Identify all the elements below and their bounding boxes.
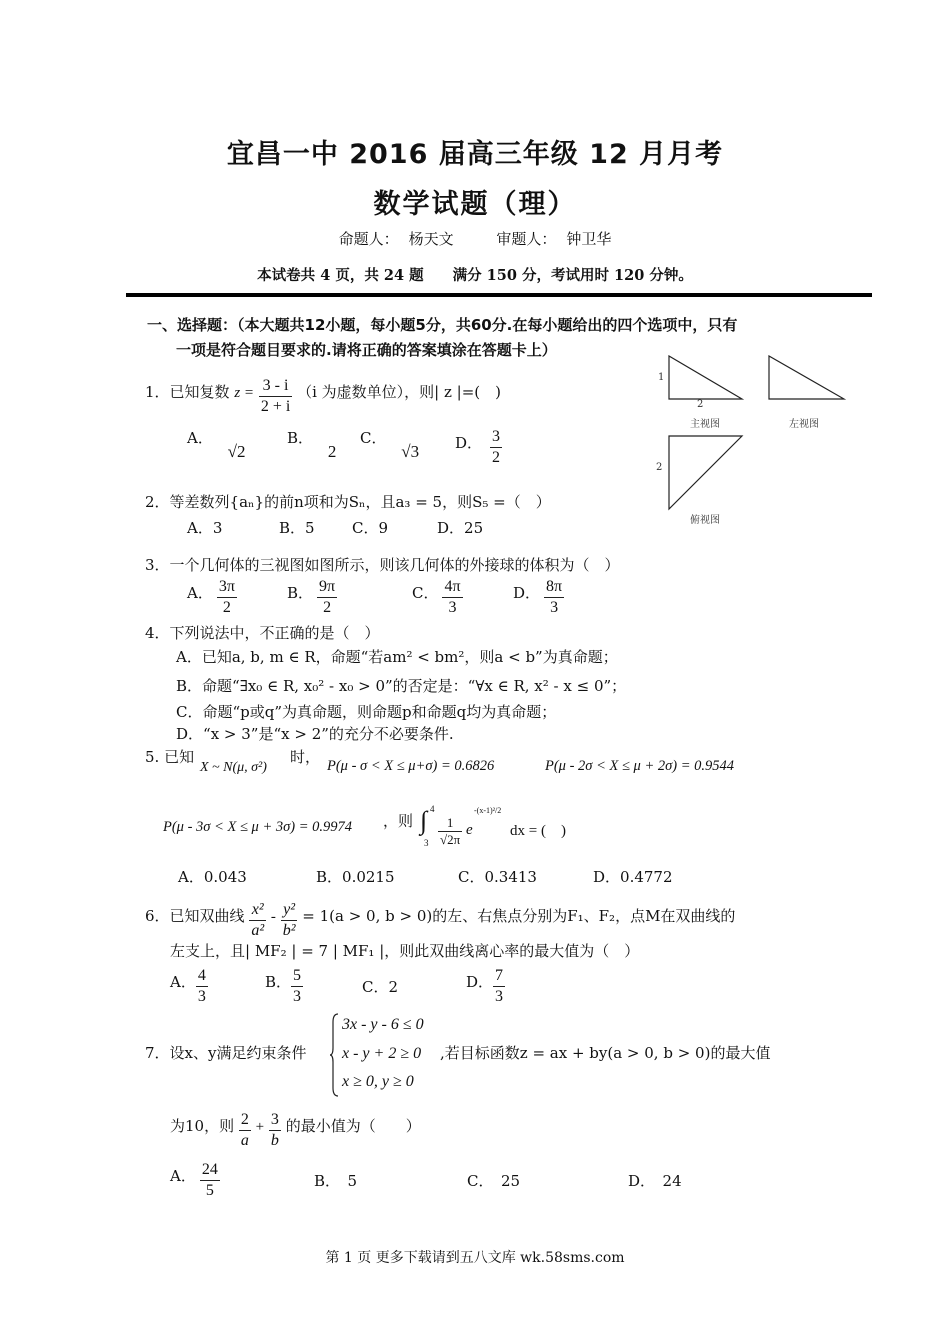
- left-view-triangle: [768, 355, 846, 401]
- q3-option-d-label: D．: [513, 584, 541, 602]
- q6-option-c: C．2: [362, 978, 399, 996]
- q3-option-b-label: B．: [287, 584, 314, 602]
- q3-option-d-fraction: [544, 577, 564, 618]
- author-name: 杨天文: [408, 230, 454, 248]
- q7-option-a-den: 5: [205, 1182, 214, 1199]
- q1-option-b-label: B．: [287, 429, 314, 447]
- q3-option-c-label: C．: [412, 584, 439, 602]
- q6-option-d-fraction: [493, 966, 505, 1007]
- question-3: 3．一个几何体的三视图如图所示，则该几何体的外接球的体积为（ ）: [145, 556, 620, 574]
- q1-den: 2 + i: [260, 398, 291, 415]
- q3-option-c: [412, 577, 463, 618]
- q1-z: z =: [234, 385, 255, 401]
- q5-distribution: X ~ N(μ, σ²): [200, 760, 267, 775]
- q6-frac-y: [281, 900, 298, 941]
- q6-option-a-num: 4: [196, 966, 208, 987]
- authors-line: [0, 228, 950, 249]
- q5-lower-limit: 3: [424, 838, 429, 848]
- q5-prefix: 5. 已知: [145, 748, 195, 766]
- q3-option-b-den: 2: [323, 599, 332, 616]
- question-1: [145, 376, 501, 417]
- q3-option-b: [287, 577, 337, 618]
- top-view-triangle: [668, 435, 744, 511]
- question-6: 6．已知双曲线 $\frac{\text{x²}}{\text{a²}}$ - $\frac{\text{y²}}{\text{b²}}$ = 1(a > 0, b > 0)的左、右焦点分别为F₁、F₂，点M在双曲线的: [145, 901, 736, 939]
- q3-option-d-num: 8π: [544, 577, 564, 598]
- q6-prefix: 6．已知双曲线: [145, 907, 245, 925]
- q7-option-a: [170, 1160, 220, 1201]
- exam-title: 宜昌一中 2016 届高三年级 12 月月考: [226, 139, 724, 170]
- q5-tail: dx = ( ): [510, 823, 566, 839]
- q1-option-d-den: 2: [492, 449, 501, 466]
- q7-frac-b-den: b: [270, 1132, 279, 1149]
- q1-option-c-value: √3: [401, 442, 420, 461]
- integral-sign: ∫: [420, 806, 428, 835]
- q7-constraint-1: 3x - y - 6 ≤ 0: [342, 1016, 424, 1033]
- author-label: 命题人：: [338, 230, 399, 248]
- q3-option-a-den: 2: [222, 599, 231, 616]
- q6-frac-x: [249, 900, 266, 941]
- q6-option-b-fraction: [291, 966, 303, 1007]
- q3-option-c-num: 4π: [442, 577, 462, 598]
- q5-option-b: B．0.0215: [316, 868, 395, 886]
- reviewer-label: 审题人：: [496, 230, 557, 248]
- q7-frac-a: [239, 1110, 251, 1151]
- q7-prefix: 7．设x、y满足约束条件: [145, 1044, 307, 1062]
- q6-frac-x-den: a²: [251, 922, 265, 939]
- q1-option-c: [360, 427, 420, 461]
- q1-option-d: [455, 427, 502, 468]
- q6-option-a: [170, 966, 208, 1007]
- q1-option-d-label: D．: [455, 434, 483, 452]
- exam-info: 本试卷共 4 页，共 24 题 满分 150 分，考试用时 120 分钟。: [257, 267, 693, 284]
- q5-p2: P(μ - 2σ < X ≤ μ + 2σ) = 0.9544: [545, 758, 734, 774]
- q6-option-d-den: 3: [495, 988, 504, 1005]
- q1-middle: （i 为虚数单位），则| z |=( ): [297, 383, 501, 401]
- q1-option-a-value: √2: [227, 442, 246, 461]
- q3-option-b-fraction: [317, 577, 337, 618]
- left-view-label: 左视图: [789, 419, 819, 430]
- q1-option-b: [287, 427, 337, 461]
- q1-option-d-fraction: [490, 427, 502, 468]
- q2-option-c: C．9: [352, 519, 389, 537]
- q7-goal: ,若目标函数z = ax + by(a > 0, b > 0)的最大值: [440, 1044, 771, 1062]
- front-view-dim-2: 2: [697, 399, 704, 410]
- q6-frac-y-den: b²: [282, 922, 296, 939]
- page-footer: 第 1 页 更多下载请到五八文库 wk.58sms.com: [325, 1250, 625, 1266]
- q7-option-a-fraction: [200, 1160, 220, 1201]
- q1-option-a: [187, 427, 246, 461]
- q5-p1: P(μ - σ < X ≤ μ+σ) = 0.6826: [327, 758, 495, 774]
- q7-option-d: D． 24: [628, 1172, 682, 1190]
- q2-option-a: A．3: [187, 519, 223, 537]
- q6-option-b-label: B．: [265, 973, 292, 991]
- q6-option-d: [466, 966, 505, 1007]
- q6-option-a-label: A．: [170, 973, 196, 991]
- q4-option-a: A．已知a, b, m ∈ R，命题“若am² < bm²，则a < b”为真命题；: [176, 648, 618, 666]
- q6-frac-x-num: x²: [249, 900, 266, 921]
- q4-option-d: D．“x > 3”是“x > 2”的充分不必要条件.: [176, 725, 454, 743]
- q1-fraction: [259, 376, 292, 417]
- section-heading-line2: 一项是符合题目要求的.请将正确的答案填涂在答题卡上）: [176, 341, 557, 359]
- q7-frac-b: [269, 1110, 281, 1151]
- q4-option-b: B．命题“∃x₀ ∈ R, x₀² - x₀ > 0”的否定是：“∀x ∈ R, x² - x ≤ 0”；: [176, 677, 627, 695]
- q5-int-num: 1: [438, 815, 462, 832]
- q5-exponent: -(x-1)²/2: [474, 806, 502, 815]
- q7-frac-a-num: 2: [239, 1110, 251, 1131]
- exam-subtitle: 数学试题（理）: [373, 189, 577, 220]
- q3-option-a-fraction: [217, 577, 237, 618]
- front-view-triangle: [668, 355, 744, 401]
- q7-option-a-label: A．: [170, 1167, 196, 1185]
- q7-constraint-3: x ≥ 0, y ≥ 0: [342, 1073, 414, 1090]
- q5-upper-limit: 4: [430, 804, 435, 814]
- q4-option-c: C．命题“p或q”为真命题，则命题p和命题q均为真命题；: [176, 703, 557, 721]
- question-2: 2．等差数列{aₙ}的前n项和为Sₙ，且a₃ = 5，则S₅ =（ ）: [145, 493, 551, 511]
- q5-integrand-fraction: [438, 815, 462, 848]
- front-view-dim-1: 1: [658, 372, 665, 383]
- q6-option-b-den: 3: [293, 988, 302, 1005]
- q1-option-a-label: A．: [187, 429, 213, 447]
- q7-brace: [330, 1012, 340, 1098]
- q1-prefix: 1．已知复数: [145, 383, 230, 401]
- q7-frac-b-num: 3: [269, 1110, 281, 1131]
- q1-num: 3 - i: [259, 376, 292, 397]
- q1-option-c-label: C．: [360, 429, 387, 447]
- q5-option-c: C．0.3413: [458, 868, 537, 886]
- top-view-label: 俯视图: [690, 515, 720, 526]
- q3-option-d: [513, 577, 564, 618]
- q6-eq: = 1(a > 0, b > 0)的左、右焦点分别为F₁、F₂，点M在双曲线的: [302, 907, 736, 925]
- front-view-label: 主视图: [690, 419, 720, 430]
- q3-option-a: [187, 577, 237, 618]
- q3-option-a-num: 3π: [217, 577, 237, 598]
- q6-option-b: [265, 966, 303, 1007]
- q7-line2b: 的最小值为（ ）: [285, 1117, 421, 1135]
- q5-option-a: A．0.043: [178, 868, 247, 886]
- q2-option-d: D．25: [437, 519, 484, 537]
- q7-line2a: 为10，则: [170, 1117, 235, 1135]
- q6-option-b-num: 5: [291, 966, 303, 987]
- q7-constraint-2: x - y + 2 ≥ 0: [342, 1045, 422, 1062]
- q5-when: 时，: [290, 748, 321, 766]
- reviewer-name: 钟卫华: [566, 230, 612, 248]
- q6-option-d-label: D．: [466, 973, 494, 991]
- top-view-dim-2: 2: [656, 462, 663, 473]
- q7-option-b: B． 5: [314, 1172, 358, 1190]
- q6-option-a-fraction: [196, 966, 208, 1007]
- question-4: 4．下列说法中，不正确的是（ ）: [145, 624, 380, 642]
- q6-line2: 左支上，且| MF₂ | = 7 | MF₁ |，则此双曲线离心率的最大值为（ ）: [170, 942, 640, 960]
- q1-option-b-value: 2: [327, 442, 337, 461]
- q6-frac-y-num: y²: [281, 900, 298, 921]
- q5-e: e: [466, 822, 473, 838]
- header-divider: [126, 293, 872, 297]
- q3-option-c-den: 3: [448, 599, 457, 616]
- q7-plus: +: [255, 1119, 265, 1135]
- q5-option-d: D．0.4772: [593, 868, 673, 886]
- q1-option-d-num: 3: [490, 427, 502, 448]
- q7-option-a-num: 24: [200, 1160, 220, 1181]
- q5-int-den: √2π: [440, 832, 461, 847]
- q7-line2: [170, 1110, 421, 1151]
- q3-option-c-fraction: [442, 577, 462, 618]
- q6-option-d-num: 7: [493, 966, 505, 987]
- q6-option-a-den: 3: [197, 988, 206, 1005]
- q5-then: ，则: [383, 812, 414, 830]
- q3-option-a-label: A．: [187, 584, 213, 602]
- q7-option-c: C． 25: [467, 1172, 521, 1190]
- q5-p3: P(μ - 3σ < X ≤ μ + 3σ) = 0.9974: [163, 819, 352, 835]
- q2-option-b: B．5: [279, 519, 315, 537]
- q3-option-b-num: 9π: [317, 577, 337, 598]
- q7-frac-a-den: a: [240, 1132, 249, 1149]
- q3-option-d-den: 3: [550, 599, 559, 616]
- section-heading-line1: 一、选择题：（本大题共12小题，每小题5分，共60分.在每小题给出的四个选项中，只有: [147, 316, 738, 334]
